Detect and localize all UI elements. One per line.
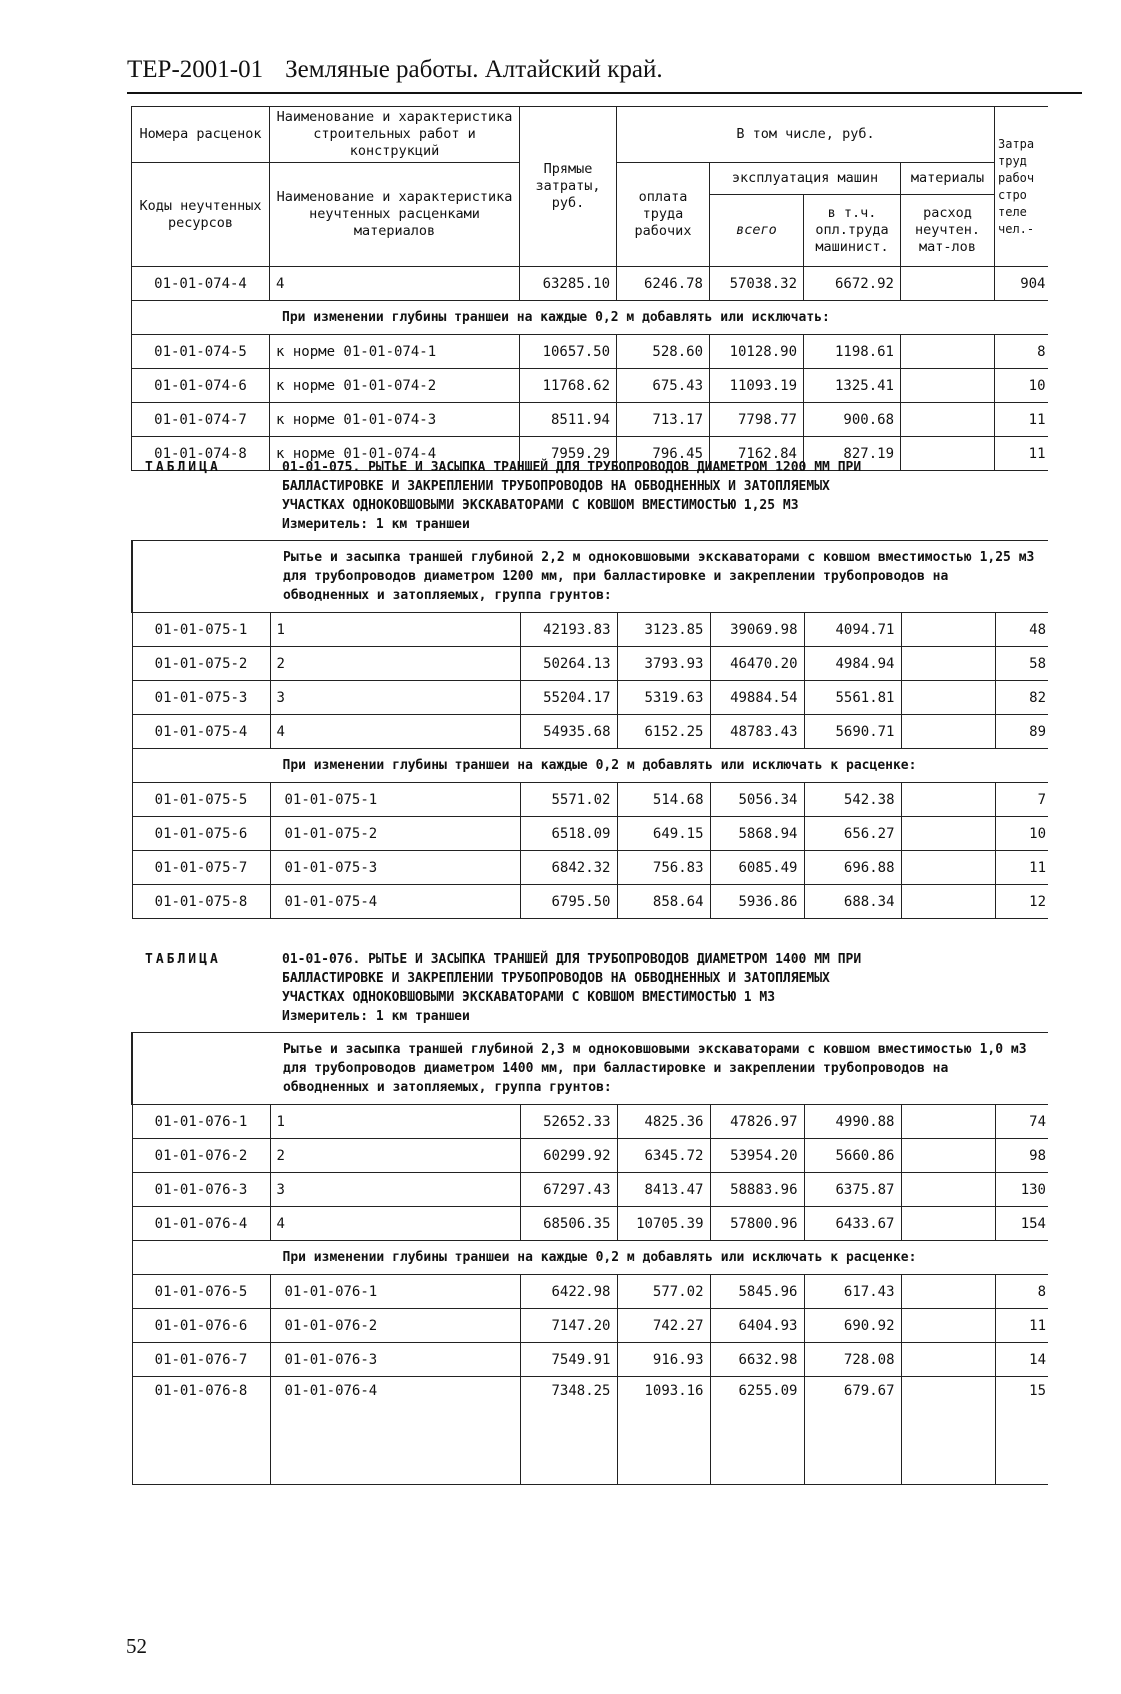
machines-cost: 11093.19	[710, 369, 804, 403]
rate-name: к норме 01-01-074-3	[270, 403, 520, 437]
direct-cost: 55204.17	[520, 681, 617, 715]
machinist-wages: 679.67	[804, 1377, 901, 1485]
rate-name: 01-01-075-2	[270, 817, 520, 851]
table-075	[131, 540, 1048, 919]
materials-cost	[901, 1207, 995, 1241]
table-row	[132, 613, 1048, 647]
machines-cost: 5936.86	[710, 885, 804, 919]
wages-cost: 3793.93	[617, 647, 710, 681]
machinist-wages: 5561.81	[804, 681, 901, 715]
machinist-wages: 900.68	[804, 403, 901, 437]
rate-code: 01-01-075-5	[132, 783, 270, 817]
col-header-machines-all: всего	[710, 195, 804, 267]
caption-label: ТАБЛИЦА	[145, 460, 221, 475]
materials-cost	[901, 715, 995, 749]
materials-cost	[901, 885, 995, 919]
materials-cost	[901, 1309, 995, 1343]
wages-cost: 6152.25	[617, 715, 710, 749]
depth-note: При изменении глубины траншеи на каждые 0,2 м добавлять или исключать:	[132, 301, 1048, 335]
rate-name: к норме 01-01-074-2	[270, 369, 520, 403]
labor-cost: 7	[995, 783, 1048, 817]
labor-cost: 8	[995, 1275, 1048, 1309]
direct-cost: 54935.68	[520, 715, 617, 749]
materials-cost	[901, 1173, 995, 1207]
labor-cost: 11	[995, 1309, 1048, 1343]
table-076-caption	[145, 950, 861, 1026]
rate-code: 01-01-074-7	[132, 403, 270, 437]
rate-code: 01-01-075-4	[132, 715, 270, 749]
rate-code: 01-01-075-1	[132, 613, 270, 647]
measurement-unit: Измеритель: 1 км траншеи	[282, 1009, 470, 1024]
direct-cost: 60299.92	[520, 1139, 617, 1173]
labor-cost: 58	[995, 647, 1048, 681]
wages-cost: 10705.39	[617, 1207, 710, 1241]
rate-code: 01-01-076-7	[132, 1343, 270, 1377]
caption-line: УЧАСТКАХ ОДНОКОВШОВЫМИ ЭКСКАВАТОРАМИ С КОВШОМ ВМЕСТИМОСТЬЮ 1,25 М3	[282, 498, 799, 513]
col-header-codes: Номера расценок	[132, 107, 270, 163]
machinist-wages: 4094.71	[804, 613, 901, 647]
table-row	[132, 783, 1048, 817]
table-row	[132, 681, 1048, 715]
machinist-wages: 5660.86	[804, 1139, 901, 1173]
direct-cost: 7348.25	[520, 1377, 617, 1485]
rate-code: 01-01-076-1	[132, 1105, 270, 1139]
materials-cost	[901, 403, 995, 437]
machines-cost: 57800.96	[710, 1207, 804, 1241]
machines-cost: 6255.09	[710, 1377, 804, 1485]
labor-cost: 10	[995, 369, 1048, 403]
machinist-wages: 696.88	[804, 851, 901, 885]
labor-cost: 48	[995, 613, 1048, 647]
machines-cost: 6085.49	[710, 851, 804, 885]
rate-code: 01-01-075-8	[132, 885, 270, 919]
wages-cost: 6345.72	[617, 1139, 710, 1173]
rate-code: 01-01-076-8	[132, 1377, 270, 1485]
table-row	[132, 1139, 1048, 1173]
machinist-wages: 4990.88	[804, 1105, 901, 1139]
direct-cost: 11768.62	[520, 369, 617, 403]
rate-code: 01-01-074-8	[132, 437, 270, 471]
machinist-wages: 542.38	[804, 783, 901, 817]
direct-cost: 6518.09	[520, 817, 617, 851]
rate-name: 3	[270, 681, 520, 715]
wages-cost: 514.68	[617, 783, 710, 817]
rate-name: 1	[270, 1105, 520, 1139]
machines-cost: 6404.93	[710, 1309, 804, 1343]
direct-cost: 7147.20	[520, 1309, 617, 1343]
labor-cost: 11	[995, 437, 1048, 471]
caption-line: БАЛЛАСТИРОВКЕ И ЗАКРЕПЛЕНИИ ТРУБОПРОВОДОВ НА ОБВОДНЕННЫХ И ЗАТОПЛЯЕМЫХ	[282, 971, 830, 986]
rate-name: 3	[270, 1173, 520, 1207]
rate-name: к норме 01-01-074-4	[270, 437, 520, 471]
table-row	[132, 1207, 1048, 1241]
wages-cost: 916.93	[617, 1343, 710, 1377]
direct-cost: 6795.50	[520, 885, 617, 919]
machines-cost: 39069.98	[710, 613, 804, 647]
materials-cost	[901, 817, 995, 851]
rate-name: 1	[270, 613, 520, 647]
labor-cost: 10	[995, 817, 1048, 851]
table-row	[132, 1309, 1048, 1343]
labor-cost: 12	[995, 885, 1048, 919]
col-header-name: Наименование и характеристика строительных работ и конструкций	[270, 107, 520, 163]
labor-cost: 89	[995, 715, 1048, 749]
direct-cost: 68506.35	[520, 1207, 617, 1241]
table-row	[132, 335, 1048, 369]
labor-cost: 130	[995, 1173, 1048, 1207]
wages-cost: 4825.36	[617, 1105, 710, 1139]
wages-cost: 577.02	[617, 1275, 710, 1309]
materials-cost	[901, 1275, 995, 1309]
rate-name: к норме 01-01-074-1	[270, 335, 520, 369]
machines-cost: 7798.77	[710, 403, 804, 437]
rate-code: 01-01-075-7	[132, 851, 270, 885]
machines-cost: 58883.96	[710, 1173, 804, 1207]
rate-code: 01-01-076-3	[132, 1173, 270, 1207]
col-header-material-names: Наименование и характеристика неучтенных расценками материалов	[270, 163, 520, 267]
labor-cost: 8	[995, 335, 1048, 369]
table-intro: Рытье и засыпка траншей глубиной 2,2 м одноковшовыми экскаваторами с ковшом вместимостью 1,25 м3 для трубопроводов диаметром 1200 мм, при балластировке и закреплении трубопроводов на обводненных и затопляемых, группа грунтов:	[132, 541, 1048, 613]
materials-cost	[901, 1343, 995, 1377]
rate-code: 01-01-075-6	[132, 817, 270, 851]
table-row	[132, 817, 1048, 851]
labor-cost: 98	[995, 1139, 1048, 1173]
machines-cost: 6632.98	[710, 1343, 804, 1377]
table-row	[132, 647, 1048, 681]
direct-cost: 7549.91	[520, 1343, 617, 1377]
table-076	[131, 1032, 1048, 1485]
table-row	[132, 1105, 1048, 1139]
table-075-caption	[145, 458, 861, 534]
machines-cost: 46470.20	[710, 647, 804, 681]
col-header-machines: эксплуатация машин	[710, 163, 901, 195]
rate-name: 4	[270, 715, 520, 749]
col-header-wages: оплата труда рабочих	[617, 163, 710, 267]
wages-cost: 649.15	[617, 817, 710, 851]
direct-cost: 63285.10	[520, 267, 617, 301]
direct-cost: 50264.13	[520, 647, 617, 681]
table-row	[132, 1377, 1048, 1485]
page-header	[127, 56, 663, 84]
caption-line: БАЛЛАСТИРОВКЕ И ЗАКРЕПЛЕНИИ ТРУБОПРОВОДОВ НА ОБВОДНЕННЫХ И ЗАТОПЛЯЕМЫХ	[282, 479, 830, 494]
machines-cost: 48783.43	[710, 715, 804, 749]
machines-cost: 10128.90	[710, 335, 804, 369]
table-row	[132, 851, 1048, 885]
machinist-wages: 6433.67	[804, 1207, 901, 1241]
labor-cost: 82	[995, 681, 1048, 715]
wages-cost: 8413.47	[617, 1173, 710, 1207]
wages-cost: 756.83	[617, 851, 710, 885]
materials-cost	[901, 613, 995, 647]
machines-cost: 49884.54	[710, 681, 804, 715]
rate-name: 01-01-075-3	[270, 851, 520, 885]
rate-code: 01-01-074-6	[132, 369, 270, 403]
rate-name: 01-01-075-1	[270, 783, 520, 817]
rate-code: 01-01-076-6	[132, 1309, 270, 1343]
rate-code: 01-01-076-4	[132, 1207, 270, 1241]
materials-cost	[901, 681, 995, 715]
direct-cost: 67297.43	[520, 1173, 617, 1207]
table-074	[131, 106, 1048, 471]
machinist-wages: 4984.94	[804, 647, 901, 681]
labor-cost: 14	[995, 1343, 1048, 1377]
machinist-wages: 1325.41	[804, 369, 901, 403]
machinist-wages: 827.19	[804, 437, 901, 471]
wages-cost: 742.27	[617, 1309, 710, 1343]
machines-cost: 47826.97	[710, 1105, 804, 1139]
rate-name: 01-01-076-3	[270, 1343, 520, 1377]
labor-cost: 904	[995, 267, 1048, 301]
machinist-wages: 656.27	[804, 817, 901, 851]
caption-line: УЧАСТКАХ ОДНОКОВШОВЫМИ ЭКСКАВАТОРАМИ С КОВШОМ ВМЕСТИМОСТЬЮ 1 М3	[282, 990, 776, 1005]
table-intro: Рытье и засыпка траншей глубиной 2,3 м одноковшовыми экскаваторами с ковшом вместимостью 1,0 м3 для трубопроводов диаметром 1400 мм, при балластировке и закреплении трубопроводов на обводненных и затопляемых, группа грунтов:	[132, 1033, 1048, 1105]
page-number: 52	[126, 1634, 147, 1658]
col-header-materials-sub: расход неучтен. мат-лов	[901, 195, 995, 267]
machines-cost: 5845.96	[710, 1275, 804, 1309]
machinist-wages: 617.43	[804, 1275, 901, 1309]
machinist-wages: 6672.92	[804, 267, 901, 301]
table-row	[132, 1275, 1048, 1309]
direct-cost: 10657.50	[520, 335, 617, 369]
machinist-wages: 728.08	[804, 1343, 901, 1377]
direct-cost: 8511.94	[520, 403, 617, 437]
rate-code: 01-01-075-2	[132, 647, 270, 681]
rate-code: 01-01-075-3	[132, 681, 270, 715]
wages-cost: 3123.85	[617, 613, 710, 647]
table-row	[132, 267, 1048, 301]
rate-code: 01-01-074-5	[132, 335, 270, 369]
rate-name: 01-01-076-1	[270, 1275, 520, 1309]
materials-cost	[901, 783, 995, 817]
col-header-materials: материалы	[901, 163, 995, 195]
document-code: ТЕР-2001-01	[127, 56, 264, 83]
col-header-direct: Прямые затраты, руб.	[520, 107, 617, 267]
materials-cost	[901, 1139, 995, 1173]
machines-cost: 7162.84	[710, 437, 804, 471]
labor-cost: 11	[995, 851, 1048, 885]
machinist-wages: 5690.71	[804, 715, 901, 749]
wages-cost: 796.45	[617, 437, 710, 471]
machinist-wages: 6375.87	[804, 1173, 901, 1207]
wages-cost: 6246.78	[617, 267, 710, 301]
materials-cost	[901, 437, 995, 471]
labor-cost: 15	[995, 1377, 1048, 1485]
caption-label: ТАБЛИЦА	[145, 952, 221, 967]
materials-cost	[901, 267, 995, 301]
materials-cost	[901, 647, 995, 681]
table-row	[132, 369, 1048, 403]
wages-cost: 675.43	[617, 369, 710, 403]
col-header-resource-codes: Коды неучтенных ресурсов	[132, 163, 270, 267]
rate-name: 2	[270, 1139, 520, 1173]
wages-cost: 1093.16	[617, 1377, 710, 1485]
direct-cost: 42193.83	[520, 613, 617, 647]
labor-cost: 74	[995, 1105, 1048, 1139]
col-header-machines-wages: в т.ч. опл.труда машинист.	[804, 195, 901, 267]
direct-cost: 6422.98	[520, 1275, 617, 1309]
rate-name: 01-01-076-4	[270, 1377, 520, 1485]
table-row	[132, 885, 1048, 919]
machines-cost: 5056.34	[710, 783, 804, 817]
rate-code: 01-01-076-5	[132, 1275, 270, 1309]
depth-note: При изменении глубины траншеи на каждые 0,2 м добавлять или исключать к расценке:	[132, 749, 1048, 783]
table-row	[132, 1343, 1048, 1377]
machines-cost: 57038.32	[710, 267, 804, 301]
document-title: Земляные работы. Алтайский край.	[285, 56, 663, 83]
wages-cost: 713.17	[617, 403, 710, 437]
col-header-incl: В том числе, руб.	[617, 107, 995, 163]
direct-cost: 5571.02	[520, 783, 617, 817]
caption-line: 01-01-076. РЫТЬЕ И ЗАСЫПКА ТРАНШЕЙ ДЛЯ ТРУБОПРОВОДОВ ДИАМЕТРОМ 1400 ММ ПРИ	[282, 952, 862, 967]
rate-code: 01-01-076-2	[132, 1139, 270, 1173]
machinist-wages: 688.34	[804, 885, 901, 919]
table-row	[132, 715, 1048, 749]
header-rule	[127, 92, 1082, 94]
direct-cost: 7959.29	[520, 437, 617, 471]
labor-cost: 154	[995, 1207, 1048, 1241]
materials-cost	[901, 851, 995, 885]
wages-cost: 858.64	[617, 885, 710, 919]
machines-cost: 53954.20	[710, 1139, 804, 1173]
materials-cost	[901, 1105, 995, 1139]
rate-name: 01-01-075-4	[270, 885, 520, 919]
direct-cost: 6842.32	[520, 851, 617, 885]
wages-cost: 5319.63	[617, 681, 710, 715]
direct-cost: 52652.33	[520, 1105, 617, 1139]
rate-name: 01-01-076-2	[270, 1309, 520, 1343]
machines-cost: 5868.94	[710, 817, 804, 851]
rate-name: 2	[270, 647, 520, 681]
rate-code: 01-01-074-4	[132, 267, 270, 301]
materials-cost	[901, 369, 995, 403]
table-row	[132, 1173, 1048, 1207]
table-row	[132, 403, 1048, 437]
col-header-labor: Затра труд рабоч стро теле чел.-	[995, 107, 1048, 267]
measurement-unit: Измеритель: 1 км траншеи	[282, 517, 470, 532]
wages-cost: 528.60	[617, 335, 710, 369]
depth-note: При изменении глубины траншеи на каждые 0,2 м добавлять или исключать к расценке:	[132, 1241, 1048, 1275]
machinist-wages: 1198.61	[804, 335, 901, 369]
materials-cost	[901, 1377, 995, 1485]
labor-cost: 11	[995, 403, 1048, 437]
materials-cost	[901, 335, 995, 369]
machinist-wages: 690.92	[804, 1309, 901, 1343]
rate-name: 4	[270, 267, 520, 301]
rate-name: 4	[270, 1207, 520, 1241]
caption-line: 01-01-075. РЫТЬЕ И ЗАСЫПКА ТРАНШЕЙ ДЛЯ ТРУБОПРОВОДОВ ДИАМЕТРОМ 1200 ММ ПРИ	[282, 460, 862, 475]
